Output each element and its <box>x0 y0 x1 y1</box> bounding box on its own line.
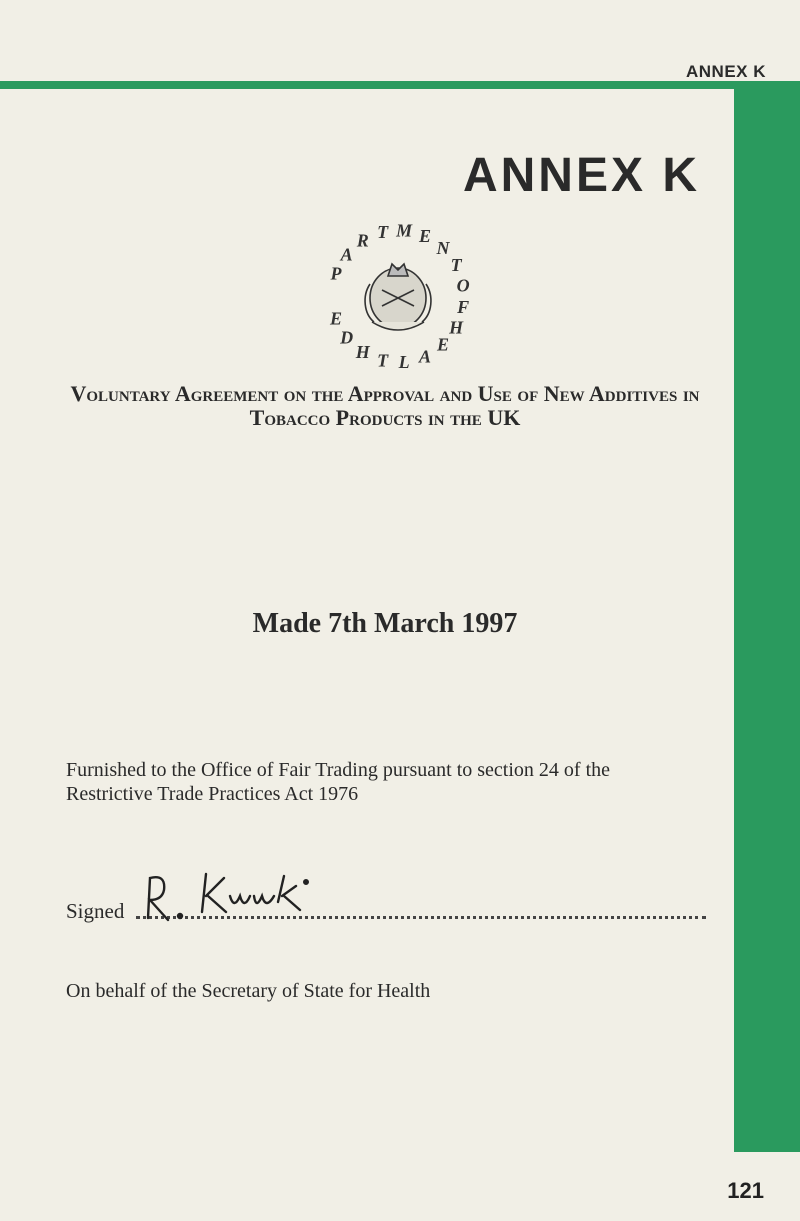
crest-letter: T <box>377 350 389 371</box>
crest-letter: N <box>436 237 450 258</box>
crest-letter: A <box>340 244 353 265</box>
running-header: ANNEX K <box>685 62 766 81</box>
crest-letter: O <box>456 275 470 296</box>
crest-letter: E <box>329 308 343 329</box>
crest-letter: F <box>457 296 470 317</box>
crest-letter: A <box>418 346 432 367</box>
page-number: 121 <box>727 1178 764 1203</box>
crest-letter: M <box>396 220 413 241</box>
crest-letter: E <box>436 334 450 355</box>
crest-letter: T <box>377 221 389 242</box>
side-green-bar <box>734 89 800 1152</box>
top-green-rule <box>0 81 800 89</box>
crest-letter: H <box>449 317 464 338</box>
on-behalf-statement: On behalf of the Secretary of State for Health <box>66 980 431 1002</box>
crest-letter: H <box>355 341 370 362</box>
crest-letter: R <box>356 230 369 251</box>
crest-letter: L <box>398 351 410 372</box>
crest-letter: P <box>330 263 342 284</box>
signature-line <box>66 866 706 926</box>
crest-letter: T <box>450 254 462 275</box>
department-crest-icon <box>318 218 478 378</box>
made-date: Made 7th March 1997 <box>252 608 518 639</box>
furnished-statement: Furnished to the Office of Fair Trading pursuant to section 24 of the Restrictive Trade Practices Act 1976 <box>66 759 611 805</box>
crest-letter: E <box>418 225 432 246</box>
handwritten-signature-icon <box>136 866 356 926</box>
crest-letter: D <box>340 327 354 348</box>
agreement-title: Voluntary Agreement on the Approval and Use of New Additives in Tobacco Products in the UK <box>70 381 700 430</box>
signed-label: Signed <box>66 899 125 923</box>
page-title: ANNEX K <box>462 149 700 202</box>
